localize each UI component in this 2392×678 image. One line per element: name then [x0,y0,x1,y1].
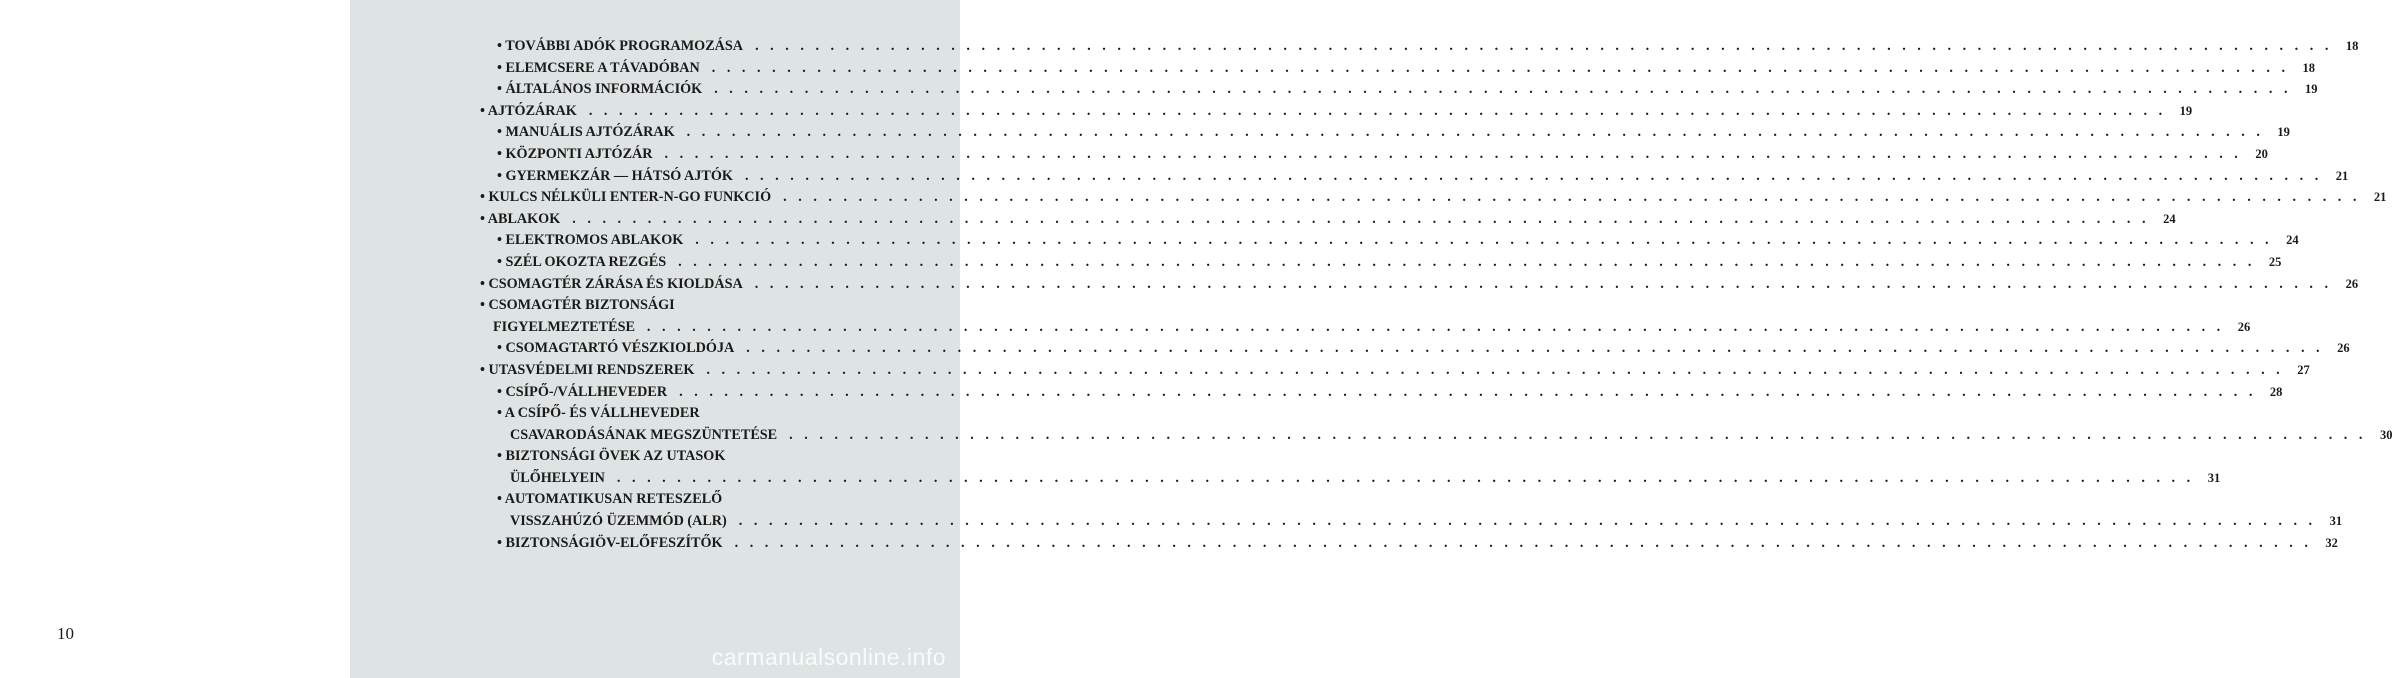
toc-entry[interactable] [480,489,2343,532]
toc-entry[interactable] [480,144,2268,166]
dot-leader [755,36,2332,58]
toc-entry[interactable] [480,274,2359,296]
toc-entry-label: • ELEMCSERE A TÁVADÓBAN [497,59,700,76]
toc-page-number: 26 [2337,341,2350,356]
toc-entry-label-continued: ÜLŐHELYEIN [510,469,605,486]
dot-leader [739,511,2316,533]
dot-leader [679,382,2256,404]
toc-page-number: 30 [2379,427,2392,442]
toc-entry-label: • ÁLTALÁNOS INFORMÁCIÓK [497,81,703,98]
dot-leader [695,230,2272,252]
dot-leader [746,338,2323,360]
toc-entry-label: • BIZTONSÁGIÖV-ELŐFESZÍTŐK [497,534,723,551]
toc-entry[interactable] [480,101,2193,123]
toc-page-number: 31 [2207,470,2221,485]
table-of-contents [480,36,2392,554]
toc-entry-label-continued: FIGYELMEZTETÉSE [493,318,635,335]
toc-page-number: 26 [2237,319,2251,334]
dot-leader [755,274,2332,296]
toc-page-number: 24 [2286,233,2299,248]
dot-leader [572,209,2149,231]
toc-entry-label: • CSOMAGTÉR BIZTONSÁGI [480,297,675,314]
toc-page-number: 19 [2179,103,2193,118]
dot-leader [783,187,2360,209]
dot-leader [714,79,2291,101]
toc-entry[interactable] [480,58,2316,80]
toc-entry-label: • KÖZPONTI AJTÓZÁR [497,145,653,162]
toc-entry[interactable] [480,338,2350,360]
toc-entry-label: • AUTOMATIKUSAN RETESZELŐ [497,491,723,508]
page-number: 10 [57,624,74,643]
toc-entry[interactable] [480,403,2392,446]
toc-entry-label: • AJTÓZÁRAK [480,102,577,119]
toc-entry[interactable] [480,36,2359,58]
toc-entry-label-continued: VISSZAHÚZÓ ÜZEMMÓD (ALR) [510,513,727,530]
toc-page-number: 18 [2345,39,2359,53]
toc-page-number: 26 [2345,276,2359,291]
toc-entry-label: • KULCS NÉLKÜLI ENTER-N-GO FUNKCIÓ [480,189,772,206]
toc-page-number: 19 [2305,82,2318,97]
toc-page-number: 31 [2329,514,2343,529]
toc-entry-label: • GYERMEKZÁR — HÁTSÓ AJTÓK [497,167,733,184]
toc-entry[interactable] [480,209,2176,231]
dot-leader [647,317,2224,339]
dot-leader [789,425,2366,447]
left-page [0,0,350,678]
toc-entry-label: • A CSÍPŐ- ÉS VÁLLHEVEDER [497,405,700,422]
toc-page-number: 18 [2302,60,2316,75]
toc-page-number: 32 [2325,535,2338,550]
toc-entry-label: • SZÉL OKOZTA REZGÉS [497,253,667,270]
toc-entry-label: • CSOMAGTARTÓ VÉSZKIOLDÓJA [497,340,735,357]
toc-page-number: 25 [2268,254,2282,269]
toc-entry[interactable] [480,295,2251,338]
watermark: carmanualsonline.info [711,644,946,670]
toc-entry[interactable] [480,382,2283,404]
toc-entry-label-continued: CSAVARODÁSÁNAK MEGSZÜNTETÉSE [510,426,778,443]
toc-entry[interactable] [480,187,2387,209]
dot-leader [706,360,2283,382]
toc-page-number: 27 [2297,362,2310,377]
toc-page-number: 24 [2163,211,2176,226]
toc-entry-label: • TOVÁBBI ADÓK PROGRAMOZÁSA [497,38,744,54]
dot-leader [735,533,2312,555]
toc-page-number: 21 [2373,190,2387,205]
toc-entry[interactable] [480,533,2338,555]
toc-entry-label: • BIZTONSÁGI ÖVEK AZ UTASOK [497,448,726,465]
toc-page-number: 21 [2335,168,2349,183]
toc-page-number: 19 [2277,125,2290,140]
toc-entry[interactable] [480,252,2282,274]
dot-leader [665,144,2242,166]
toc-entry[interactable] [480,446,2221,489]
toc-entry-label: • CSOMAGTÉR ZÁRÁSA ÉS KIOLDÁSA [480,275,743,292]
toc-entry[interactable] [480,166,2349,188]
toc-entry[interactable] [480,230,2299,252]
dot-leader [589,101,2166,123]
toc-entry[interactable] [480,360,2310,382]
toc-entry-label: • CSÍPŐ-/VÁLLHEVEDER [497,383,668,400]
dot-leader [617,468,2194,490]
dot-leader [678,252,2255,274]
dot-leader [687,122,2264,144]
dot-leader [745,166,2322,188]
toc-entry-label: • ABLAKOK [480,210,561,227]
dot-leader [712,58,2289,80]
toc-page-number: 28 [2269,384,2283,399]
toc-entry-label: • ELEKTROMOS ABLAKOK [497,232,684,249]
toc-entry[interactable] [480,79,2318,101]
toc-entry-label: • MANUÁLIS AJTÓZÁRAK [497,124,675,141]
toc-entry-label: • UTASVÉDELMI RENDSZEREK [480,361,695,378]
toc-entry[interactable] [480,122,2290,144]
toc-page-number: 20 [2255,146,2268,161]
